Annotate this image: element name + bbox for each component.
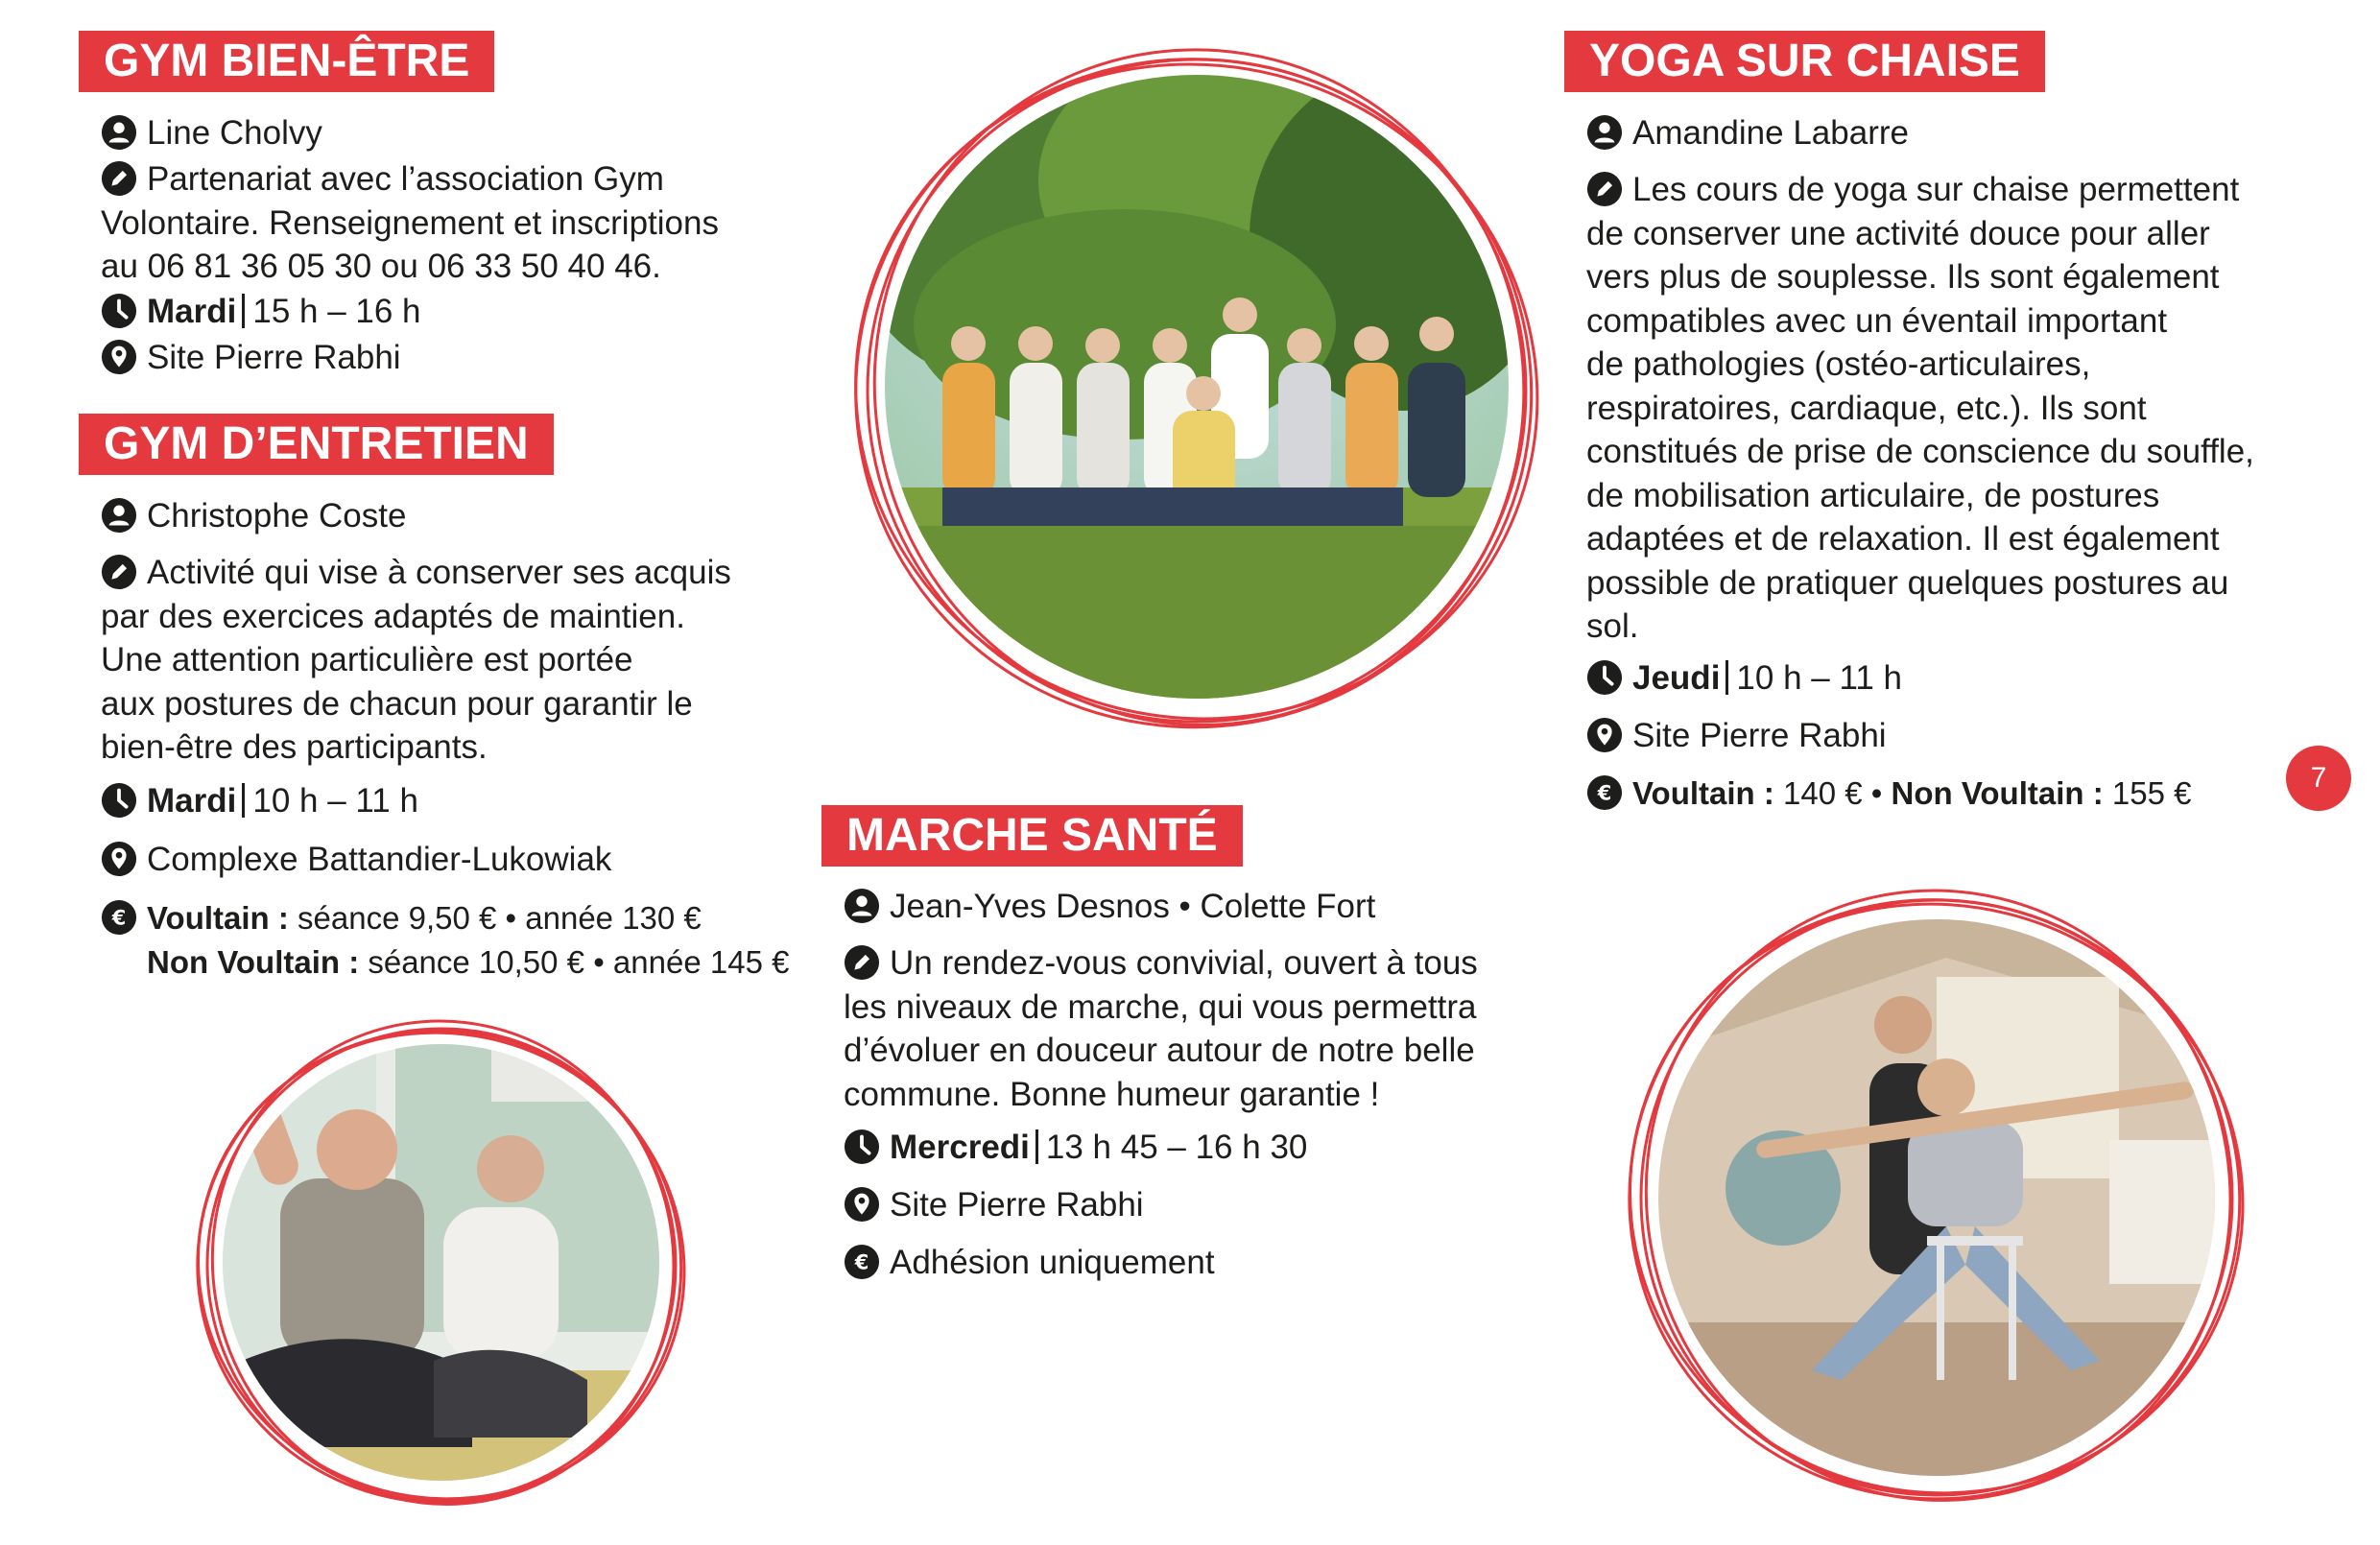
price-line xyxy=(1586,772,2191,816)
day: Jeudi xyxy=(1632,659,1721,697)
user-icon xyxy=(844,888,880,924)
price-value: 140 € • xyxy=(1773,775,1892,811)
schedule-line xyxy=(1586,656,1902,701)
decorative-rings xyxy=(1622,883,2251,1512)
price-label: Voultain : xyxy=(1632,775,1774,811)
euro-icon xyxy=(844,1244,880,1280)
info-line: compatibles avec un éventail important xyxy=(1586,301,2168,340)
schedule-line xyxy=(844,1126,1307,1170)
place: Site Pierre Rabhi xyxy=(1632,717,1887,754)
info-block xyxy=(1586,168,2254,649)
decorative-rings xyxy=(846,40,1547,741)
day: Mardi xyxy=(147,782,237,820)
place: Complexe Battandier-Lukowiak xyxy=(147,841,612,878)
info-line: de mobilisation articulaire, de postures xyxy=(1586,476,2160,514)
schedule-line xyxy=(101,779,418,823)
info-line: les niveaux de marche, qui vous permettra xyxy=(844,987,1477,1026)
clock-icon xyxy=(844,1129,880,1165)
info-line: Volontaire. Renseignement et inscriptions xyxy=(101,203,719,242)
user-icon xyxy=(101,114,137,151)
price-line xyxy=(101,896,702,940)
info-line: par des exercices adaptés de maintien. xyxy=(101,597,685,635)
price-value: Adhésion uniquement xyxy=(890,1244,1215,1281)
info-line: vers plus de souplesse. Ils sont également xyxy=(1586,258,2220,296)
price-value: séance 10,50 € • année 145 € xyxy=(359,944,790,980)
svg-text:€: € xyxy=(854,1250,869,1274)
info-block xyxy=(101,551,731,770)
coach-line xyxy=(101,494,406,538)
place: Site Pierre Rabhi xyxy=(147,339,401,376)
coach-line xyxy=(1586,111,1909,155)
info-line: d’évoluer en douceur autour de notre belle xyxy=(844,1032,1475,1069)
info-line: de conserver une activité douce pour aller xyxy=(1586,214,2210,252)
coach-line xyxy=(844,885,1375,929)
info-line: Partenariat avec l’association Gym xyxy=(147,160,664,198)
location-pin-icon xyxy=(101,841,137,877)
section-title-gym-bien-etre: GYM BIEN-ÊTRE xyxy=(79,31,494,92)
info-line: sol. xyxy=(1586,607,1639,645)
place-line xyxy=(844,1183,1144,1227)
pencil-icon xyxy=(844,944,880,981)
coach-name: Line Cholvy xyxy=(147,114,322,152)
info-block xyxy=(101,157,719,289)
price-value: séance 9,50 € • année 130 € xyxy=(288,900,702,936)
time: 13 h 45 – 16 h 30 xyxy=(1045,1129,1308,1166)
location-pin-icon xyxy=(1586,717,1623,753)
user-icon xyxy=(101,497,137,534)
place-line xyxy=(101,336,401,380)
price-label: Non Voultain : xyxy=(1891,775,2104,811)
info-line: Les cours de yoga sur chaise permettent xyxy=(1632,171,2240,208)
info-line: adaptées et de relaxation. Il est également xyxy=(1586,520,2220,558)
info-line: constitués de prise de conscience du souffle, xyxy=(1586,433,2254,470)
divider xyxy=(1726,660,1728,695)
pencil-icon xyxy=(101,554,137,590)
pencil-icon xyxy=(101,160,137,197)
divider xyxy=(242,294,245,328)
day: Mardi xyxy=(147,293,237,330)
section-title-yoga-sur-chaise: YOGA SUR CHAISE xyxy=(1564,31,2045,92)
section-title-gym-entretien: GYM D’ENTRETIEN xyxy=(79,414,554,475)
price-label: Non Voultain : xyxy=(147,944,360,980)
clock-icon xyxy=(101,293,137,329)
price-line xyxy=(147,940,789,985)
info-line: Une attention particulière est portée xyxy=(101,641,633,678)
user-icon xyxy=(1586,114,1623,151)
info-line: commune. Bonne humeur garantie ! xyxy=(844,1075,1380,1113)
info-line: au 06 81 36 05 30 ou 06 33 50 40 46. xyxy=(101,248,661,285)
time: 10 h – 11 h xyxy=(252,782,418,820)
svg-text:€: € xyxy=(111,906,127,930)
schedule-line xyxy=(101,290,421,334)
info-block xyxy=(844,941,1478,1116)
coach-line xyxy=(101,111,322,155)
euro-icon xyxy=(1586,774,1623,811)
info-line: Activité qui vise à conserver ses acquis xyxy=(147,554,731,591)
location-pin-icon xyxy=(844,1186,880,1223)
divider xyxy=(1035,1129,1038,1164)
decorative-rings xyxy=(192,1015,691,1514)
clock-icon xyxy=(101,782,137,819)
day: Mercredi xyxy=(890,1129,1030,1166)
info-line: de pathologies (ostéo-articulaires, xyxy=(1586,345,2091,383)
price-label: Voultain : xyxy=(147,900,289,936)
pencil-icon xyxy=(1586,171,1623,207)
page-number: 7 xyxy=(2286,746,2351,811)
clock-icon xyxy=(1586,659,1623,696)
place-line xyxy=(101,838,611,882)
divider xyxy=(242,783,245,818)
place: Site Pierre Rabhi xyxy=(890,1186,1144,1224)
time: 10 h – 11 h xyxy=(1736,659,1902,697)
info-line: bien-être des participants. xyxy=(101,728,488,766)
coach-name: Christophe Coste xyxy=(147,497,407,535)
time: 15 h – 16 h xyxy=(252,293,421,330)
info-line: Un rendez-vous convivial, ouvert à tous xyxy=(890,944,1478,982)
info-line: possible de pratiquer quelques postures au xyxy=(1586,563,2229,602)
place-line xyxy=(1586,714,1887,758)
location-pin-icon xyxy=(101,339,137,375)
info-line: respiratoires, cardiaque, etc.). Ils sont xyxy=(1586,389,2147,427)
section-title-marche-sante: MARCHE SANTÉ xyxy=(821,805,1243,867)
coach-name: Amandine Labarre xyxy=(1632,114,1909,152)
svg-text:€: € xyxy=(1597,781,1612,805)
info-line: aux postures de chacun pour garantir le xyxy=(101,684,693,723)
price-line xyxy=(844,1241,1215,1285)
coach-name: Jean-Yves Desnos • Colette Fort xyxy=(890,888,1376,925)
price-value: 155 € xyxy=(2103,775,2192,811)
euro-icon xyxy=(101,899,137,936)
